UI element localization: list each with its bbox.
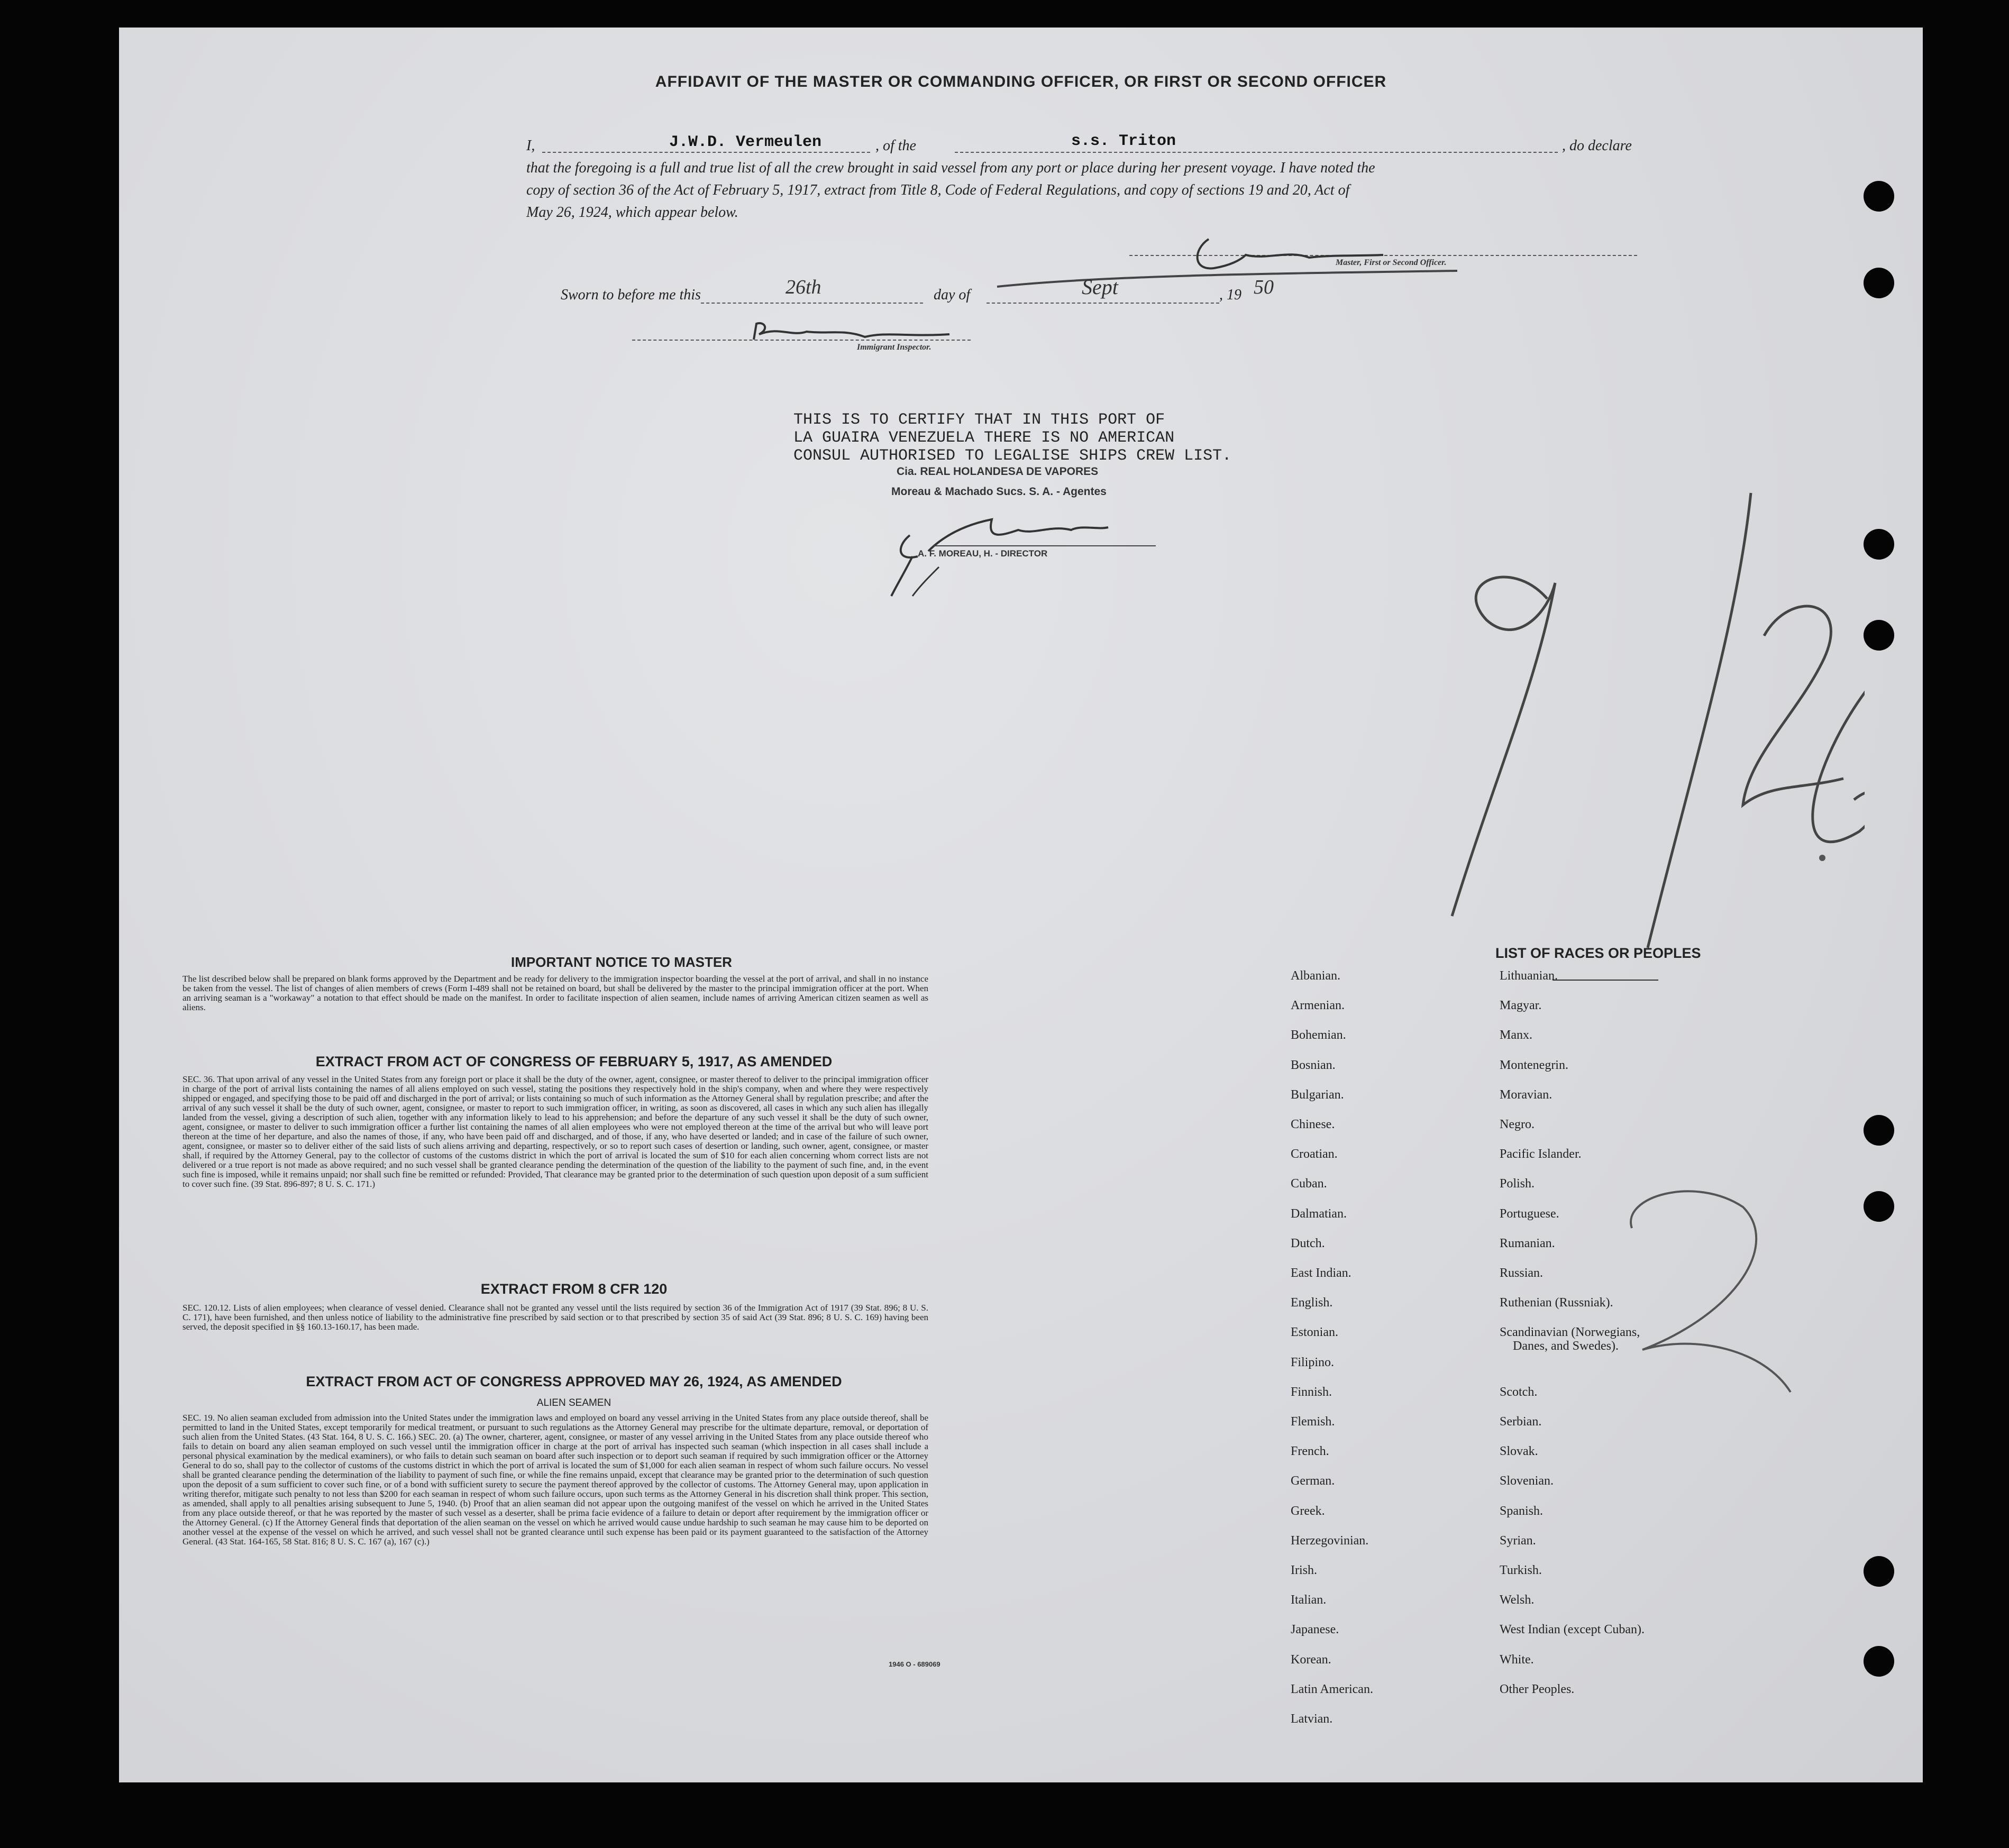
- master-name: J.W.D. Vermeulen: [669, 133, 822, 151]
- sworn-year: 50: [1254, 276, 1274, 298]
- race-item: Manx.: [1500, 1028, 1532, 1042]
- decl-prefix: I,: [526, 138, 535, 154]
- sworn-year-prefix: , 19: [1219, 287, 1241, 303]
- inspector-caption: Immigrant Inspector.: [857, 343, 932, 352]
- race-item: Korean.: [1291, 1652, 1331, 1667]
- stamp-agents: Moreau & Machado Sucs. S. A. - Agentes: [891, 486, 1107, 498]
- decl-of-the: , of the: [875, 138, 916, 154]
- extract1924-body: SEC. 19. No alien seaman excluded from admission into the United States under the immigration laws and employed on board any vessel arriving in the United States from any place outside thereof, shall be permitted to land in the United States, except temporarily for medical treatment, or pursuant to such regulations as the Attorney General may prescribe for the ultimate departure, removal, or deportation of such alien from the United States. (43 Stat. 164, 8 U. S. C. 166.) SEC. 20. (a) The owner, charterer, agent, consignee, or master of any vessel arriving in the United States from any place outside thereof who fails to detain on board any alien seaman employed on such vessel until the immigration officer in charge at the port of arrival has inspected such seaman (which inspection in all cases shall include a personal physical examination by the medical examiners), or who fails to detain such seaman on board after such inspection or to deport such seaman if required by such immigration officer or the Attorney General to do so, shall pay to the collector of customs of the customs district in which the port of arrival is located the sum of $1,000 for each alien seaman in respect of whom such failure occurs. No vessel shall be granted clearance pending the determination of the liability to payment of such fine, or while the fine remains unpaid, except that clearance may be granted prior to the determination of such question upon the deposit of a sum sufficient to cover such fine, or of a bond with sufficient surety to secure the payment thereof approved by the collector of customs. The Attorney General may, upon application in writing therefor, mitigate such penalty to not less than $200 for each seaman in respect of whom such failure occurs, upon such terms as the Attorney General in his discretion shall think proper. This section, as amended, shall apply to all penalties arising subsequent to June 5, 1940. (b) Proof that an alien seaman did not appear upon the outgoing manifest of the vessel on which he arrived in the United States from any place outside thereof, or that he was reported by the master of such vessel as a deserter, shall be prima facie evidence of a failure to detain or deport after requirement by the immigration officer or the Attorney General. (c) If the Attorney General finds that deportation of the alien seaman on the vessel on which he arrived would cause undue hardship to such seaman he may cause him to be deported on another vessel at the expense of the vessel on which he arrived, and such vessel shall not be granted clearance until such expense has been paid or its payment guaranteed to the satisfaction of the Attorney General. (43 Stat. 164-165, 58 Stat. 816; 8 U. S. C. 167 (a), 167 (c).): [182, 1413, 928, 1547]
- race-item: Polish.: [1500, 1177, 1535, 1191]
- month-field-line: [987, 303, 1219, 304]
- race-item: Serbian.: [1500, 1415, 1542, 1429]
- race-item: Portuguese.: [1500, 1206, 1559, 1221]
- sworn-day-of: day of: [934, 287, 971, 303]
- punch-hole: [1864, 1646, 1894, 1677]
- stamp-line2: LA GUAIRA VENEZUELA THERE IS NO AMERICAN: [793, 429, 1175, 447]
- stamp-line1: THIS IS TO CERTIFY THAT IN THIS PORT OF: [793, 411, 1165, 429]
- master-signature: [992, 218, 1468, 292]
- declaration-line3: copy of section 36 of the Act of February 5, 1917, extract from Title 8, Code of Federal Regulations, and copy of sections 19 and 20, Act of: [526, 182, 1350, 198]
- race-item: Russian.: [1500, 1266, 1544, 1280]
- race-item: French.: [1291, 1444, 1329, 1459]
- declaration-line2: that the foregoing is a full and true list of all the crew brought in said vessel from any port or place during her present voyage. I have noted the: [526, 160, 1375, 176]
- master-caption: Master, First or Second Officer.: [1336, 258, 1447, 267]
- race-item: Syrian.: [1500, 1533, 1536, 1548]
- race-item: East Indian.: [1291, 1266, 1351, 1280]
- race-item: Japanese.: [1291, 1623, 1339, 1637]
- stamp-company: Cia. REAL HOLANDESA DE VAPORES: [897, 465, 1099, 478]
- extract1924-title: EXTRACT FROM ACT OF CONGRESS APPROVED MAY 26, 1924, AS AMENDED: [306, 1374, 842, 1389]
- extract-cfr-title: EXTRACT FROM 8 CFR 120: [480, 1281, 668, 1297]
- sworn-month: Sept: [1082, 275, 1118, 299]
- race-item: English.: [1291, 1296, 1333, 1310]
- race-item: Danes, and Swedes).: [1513, 1339, 1619, 1353]
- vessel-field-line: [955, 152, 1558, 153]
- race-item: Bosnian.: [1291, 1058, 1336, 1072]
- extract1917-body: SEC. 36. That upon arrival of any vessel in the United States from any foreign port or place it shall be the duty of the owner, agent, consignee, or master thereof to deliver to the principal immigration officer in charge of the port of arrival lists containing the names of all aliens employed on such vessel, stating the positions they respectively hold in the ship's company, when and where they were respectively shipped or engaged, and specifying those to be paid off and discharged in the port of arrival; or lists containing so much of such information as the Attorney General shall by regulation prescribe; and after the arrival of any such vessel it shall be the duty of such owner, agent, consignee, or master to report to such immigration officer, in writing, as soon as discovered, all cases in which any such alien has illegally landed from the vessel, giving a description of such alien, together with any information likely to lead to his apprehension; and before the departure of any such vessel it shall be the duty of such owner, agent, consignee, or master to deliver to such immigration officer a further list containing the names of all alien employees who were not employed thereon at the time of the arrival but who will leave port thereon at the time of her departure, and also the names of those, if any, who have been paid off and discharged, and of those, if any, who have deserted or landed; and in case of the failure of such owner, agent, consignee, or master so to deliver either of the said lists of such aliens arriving and departing, respectively, or so to report such cases of desertion or landing, such owner, agent, consignee, or master shall, if required by the Attorney General, pay to the collector of customs of the customs district in which the port of arrival is located the sum of $10 for each alien concerning whom correct lists are not delivered or a true report is not made as above required; and no such vessel shall be granted clearance pending the determination of the question of the liability to the payment of such fine, and, in the event such fine is imposed, while it remains unpaid; nor shall such fine be remitted or refunded: Provided, That clearance may be granted prior to the determination of such question upon deposit of a sum sufficient to cover such fine. (39 Stat. 896-897; 8 U. S. C. 171.): [182, 1074, 929, 1189]
- stamp-line3: CONSUL AUTHORISED TO LEGALISE SHIPS CREW LIST.: [793, 447, 1232, 465]
- race-item: Irish.: [1291, 1563, 1317, 1577]
- race-item: German.: [1291, 1474, 1335, 1488]
- stamp-director: A. F. MOREAU, H. - DIRECTOR: [918, 548, 1048, 559]
- race-item: Latvian.: [1291, 1712, 1333, 1726]
- vessel-name: s.s. Triton: [1071, 132, 1176, 150]
- races-title: LIST OF RACES OR PEOPLES: [1495, 945, 1701, 961]
- race-item: Pacific Islander.: [1500, 1147, 1582, 1161]
- race-item: White.: [1500, 1652, 1534, 1667]
- race-item: Dutch.: [1291, 1236, 1325, 1250]
- document-page: [119, 28, 1923, 1782]
- race-item: Lithuanian.: [1500, 969, 1558, 983]
- race-item: Herzegovinian.: [1291, 1533, 1369, 1548]
- punch-hole: [1864, 1191, 1894, 1222]
- race-item: West Indian (except Cuban).: [1500, 1623, 1645, 1637]
- handwritten-second-mark: [1590, 1175, 1865, 1397]
- race-item: Slovak.: [1500, 1444, 1538, 1459]
- race-item: Finnish.: [1291, 1385, 1332, 1399]
- race-item: Turkish.: [1500, 1563, 1542, 1577]
- race-item: Croatian.: [1291, 1147, 1338, 1161]
- race-item: Albanian.: [1291, 969, 1340, 983]
- race-item: Montenegrin.: [1500, 1058, 1568, 1072]
- race-item: Filipino.: [1291, 1355, 1335, 1369]
- race-item: Latin American.: [1291, 1682, 1373, 1696]
- sworn-text: Sworn to before me this: [561, 287, 701, 303]
- race-item: Bohemian.: [1291, 1028, 1346, 1042]
- extract-cfr-body: SEC. 120.12. Lists of alien employees; when clearance of vessel denied. Clearance shall not be granted any vessel until the lists required by section 36 of the Immigration Act of 1917 (39 Stat. 896; 8 U. S. C. 171), have been furnished, and then unless notice of liability to the administrative fine prescribed by said section or to that prescribed by section 35 of said Act (39 Stat. 896; 8 U. S. C. 169) having been served, the deposit specified in §§ 160.13-160.17, has been made.: [182, 1303, 928, 1332]
- race-item: Flemish.: [1291, 1415, 1335, 1429]
- race-item: Bulgarian.: [1291, 1087, 1344, 1102]
- punch-hole: [1864, 181, 1894, 212]
- race-item: Magyar.: [1500, 999, 1542, 1013]
- notice-body: The list described below shall be prepared on blank forms approved by the Department and be ready for delivery to the immigration inspector boarding the vessel at the port of arrival, and shall in no instance be taken from the vessel. The list of changes of alien members of crews (Form I-489 shall not be retained on board, but shall be delivered by the master to the principal immigration officer at the port. When an arriving seaman is a "workaway" a notation to that effect should be made on the manifest. In order to facilitate inspection of alien seamen, include names of arriving American citizen seamen as well as aliens.: [182, 974, 928, 1012]
- handwritten-date-mark: [1336, 461, 1865, 1096]
- extract1924-subtitle: ALIEN SEAMEN: [536, 1397, 611, 1408]
- punch-hole: [1864, 529, 1894, 560]
- race-item: Greek.: [1291, 1504, 1325, 1518]
- race-item: Other Peoples.: [1500, 1682, 1575, 1696]
- race-item: Cuban.: [1291, 1177, 1327, 1191]
- race-item: Estonian.: [1291, 1325, 1338, 1340]
- race-item: Rumanian.: [1500, 1236, 1555, 1250]
- print-code: 1946 O - 689069: [889, 1660, 940, 1668]
- race-item: Scotch.: [1500, 1385, 1538, 1399]
- day-field-line: [701, 303, 923, 304]
- race-item: Armenian.: [1291, 999, 1345, 1013]
- punch-hole: [1864, 1556, 1894, 1587]
- director-signature: [860, 493, 1156, 599]
- notice-title: IMPORTANT NOTICE TO MASTER: [511, 954, 732, 970]
- race-item: Dalmatian.: [1291, 1206, 1347, 1221]
- race-item: Negro.: [1500, 1118, 1535, 1131]
- decl-do-declare: , do declare: [1562, 138, 1632, 154]
- race-item: Spanish.: [1500, 1504, 1544, 1518]
- race-item: Moravian.: [1500, 1087, 1553, 1102]
- extract1917-title: EXTRACT FROM ACT OF CONGRESS OF FEBRUARY 5, 1917, AS AMENDED: [315, 1054, 833, 1069]
- affidavit-title: AFFIDAVIT OF THE MASTER OR COMMANDING OFFICER, OR FIRST OR SECOND OFFICER: [655, 73, 1387, 90]
- declaration-line4: May 26, 1924, which appear below.: [526, 204, 738, 221]
- race-item: Welsh.: [1500, 1593, 1535, 1607]
- races-title-underline: [1553, 980, 1658, 981]
- race-item: Scandinavian (Norwegians,: [1500, 1325, 1640, 1340]
- race-item: Slovenian.: [1500, 1474, 1554, 1488]
- punch-hole: [1864, 1115, 1894, 1146]
- race-item: Ruthenian (Russniak).: [1500, 1296, 1613, 1310]
- race-item: Chinese.: [1291, 1118, 1335, 1131]
- punch-hole: [1864, 620, 1894, 651]
- race-item: Italian.: [1291, 1593, 1327, 1607]
- punch-hole: [1864, 268, 1894, 298]
- sworn-day: 26th: [786, 276, 821, 298]
